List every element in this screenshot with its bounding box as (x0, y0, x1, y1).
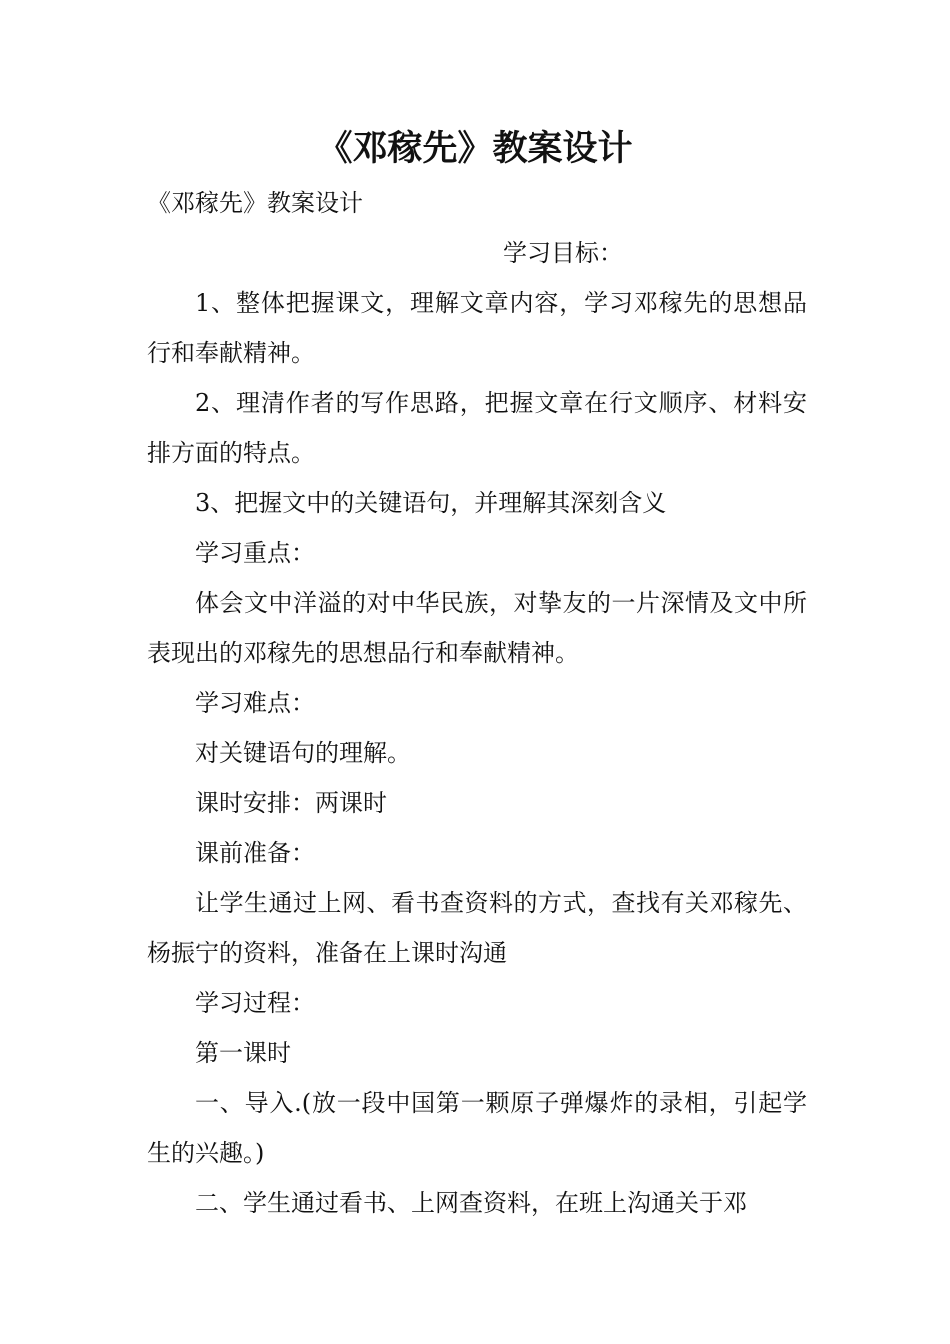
document-body (147, 178, 807, 1228)
schedule-text: 课时安排：两课时 (195, 789, 387, 817)
preparation-text: 让学生通过上网、看书查资料的方式，查找有关邓稼先、杨振宁的资料，准备在上课时沟通 (147, 889, 807, 967)
section-heading-key-points: 学习重点： (195, 539, 315, 567)
document-title: 《邓稼先》教案设计 (317, 129, 633, 169)
section-heading-process: 学习过程： (195, 989, 315, 1017)
first-lesson-heading: 第一课时 (195, 1039, 291, 1067)
section-heading-objectives: 学习目标： (503, 239, 623, 267)
objective-item-1: 1、整体把握课文，理解文章内容，学习邓稼先的思想品行和奉献精神。 (147, 289, 807, 367)
step-two-text: 二、学生通过看书、上网查资料，在班上沟通关于邓 (195, 1189, 747, 1217)
objective-item-2: 2、理清作者的写作思路，把握文章在行文顺序、材料安排方面的特点。 (147, 389, 807, 467)
section-heading-difficulties: 学习难点： (195, 689, 315, 717)
objective-item-3: 3、把握文中的关键语句，并理解其深刻含义 (195, 489, 667, 517)
difficulties-text: 对关键语句的理解。 (195, 739, 411, 767)
key-points-text: 体会文中洋溢的对中华民族，对挚友的一片深情及文中所表现出的邓稼先的思想品行和奉献精神。 (147, 589, 807, 667)
subtitle-line: 《邓稼先》教案设计 (147, 189, 363, 217)
step-one-text: 一、导入.(放一段中国第一颗原子弹爆炸的录相，引起学生的兴趣。) (147, 1089, 807, 1167)
section-heading-preparation: 课前准备： (195, 839, 315, 867)
